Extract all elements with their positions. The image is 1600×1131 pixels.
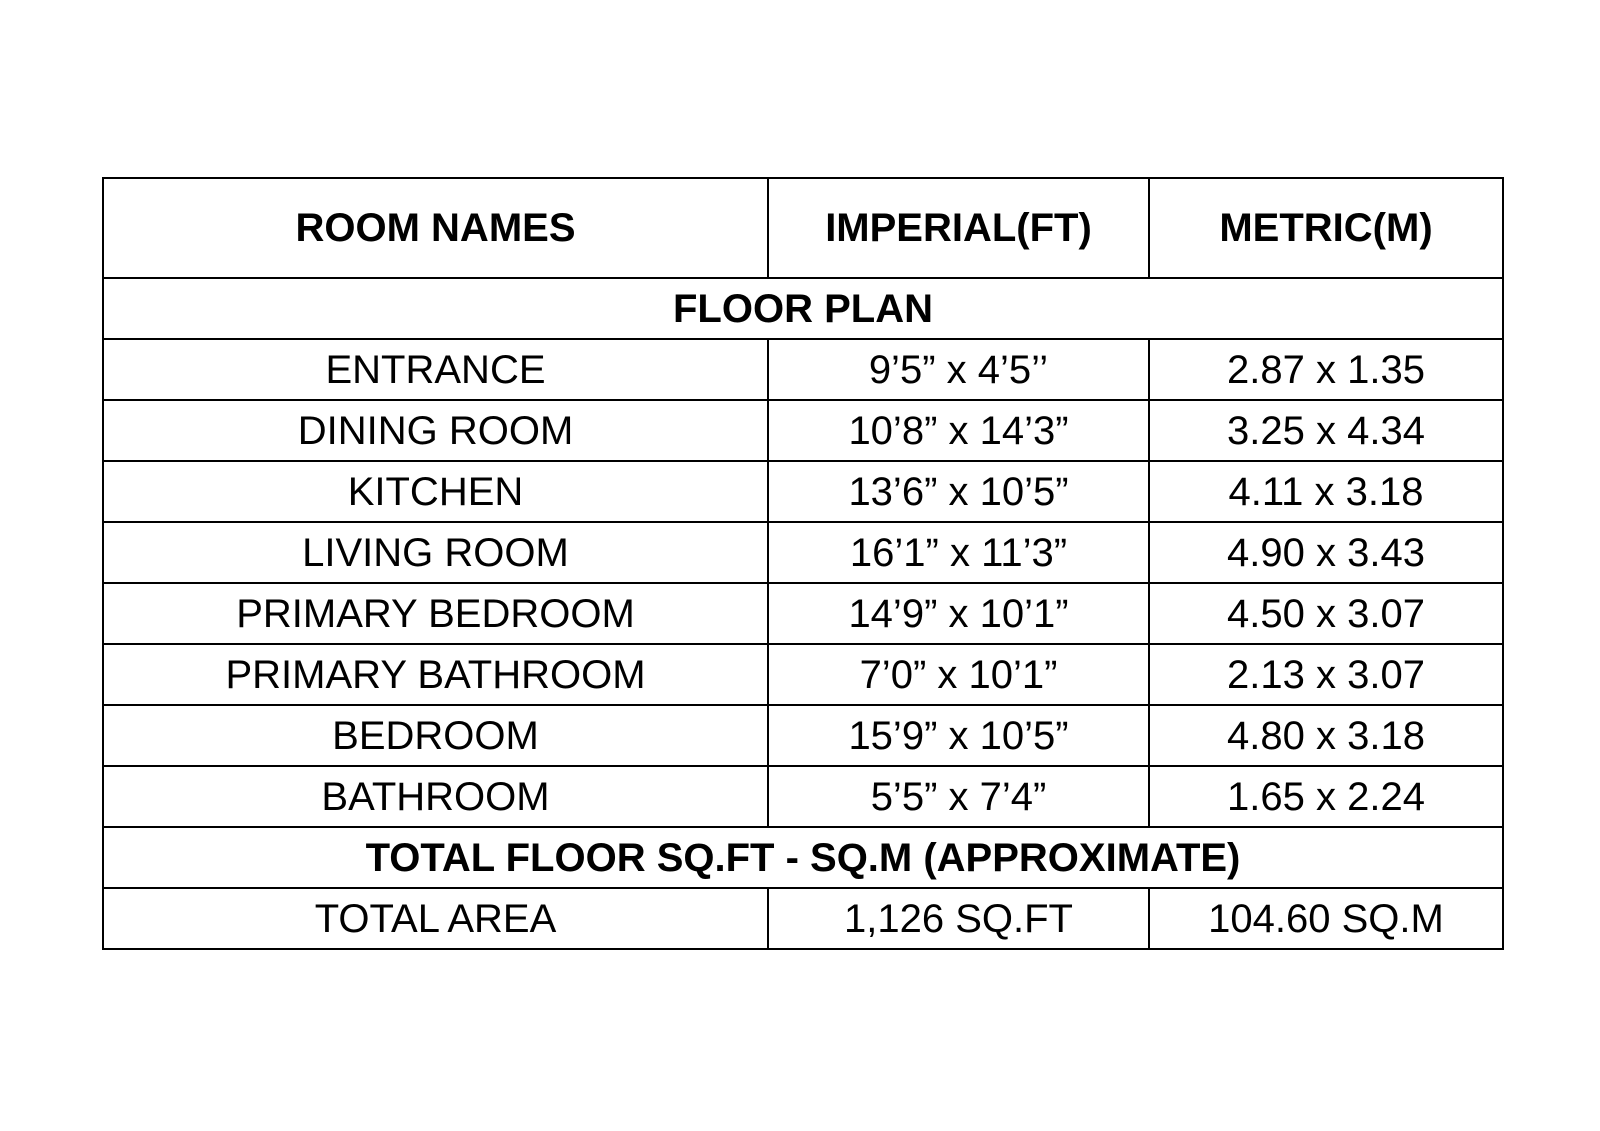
room-name-cell: BEDROOM <box>103 705 768 766</box>
header-room-names: ROOM NAMES <box>103 178 768 278</box>
total-area-metric: 104.60 SQ.M <box>1149 888 1503 949</box>
room-dimensions-table-container <box>102 177 1502 950</box>
imperial-cell: 9’5” x 4’5’’ <box>768 339 1149 400</box>
room-name-cell: PRIMARY BATHROOM <box>103 644 768 705</box>
metric-cell: 1.65 x 2.24 <box>1149 766 1503 827</box>
header-imperial: IMPERIAL(FT) <box>768 178 1149 278</box>
table-row <box>103 461 1503 522</box>
metric-cell: 2.13 x 3.07 <box>1149 644 1503 705</box>
header-row <box>103 178 1503 278</box>
header-metric: METRIC(M) <box>1149 178 1503 278</box>
room-name-cell: ENTRANCE <box>103 339 768 400</box>
metric-cell: 4.80 x 3.18 <box>1149 705 1503 766</box>
metric-cell: 4.50 x 3.07 <box>1149 583 1503 644</box>
room-name-cell: DINING ROOM <box>103 400 768 461</box>
total-area-label: TOTAL AREA <box>103 888 768 949</box>
total-area-imperial: 1,126 SQ.FT <box>768 888 1149 949</box>
room-dimensions-table <box>102 177 1504 950</box>
imperial-cell: 13’6” x 10’5” <box>768 461 1149 522</box>
table-row <box>103 400 1503 461</box>
section-row-floor-plan <box>103 278 1503 339</box>
imperial-cell: 7’0” x 10’1” <box>768 644 1149 705</box>
imperial-cell: 5’5” x 7’4” <box>768 766 1149 827</box>
table-row <box>103 705 1503 766</box>
room-name-cell: BATHROOM <box>103 766 768 827</box>
table-row <box>103 766 1503 827</box>
table-row <box>103 644 1503 705</box>
metric-cell: 4.90 x 3.43 <box>1149 522 1503 583</box>
imperial-cell: 15’9” x 10’5” <box>768 705 1149 766</box>
metric-cell: 2.87 x 1.35 <box>1149 339 1503 400</box>
room-name-cell: KITCHEN <box>103 461 768 522</box>
room-name-cell: PRIMARY BEDROOM <box>103 583 768 644</box>
imperial-cell: 10’8” x 14’3” <box>768 400 1149 461</box>
table-row <box>103 522 1503 583</box>
table-row <box>103 583 1503 644</box>
section-title-floor-plan: FLOOR PLAN <box>103 278 1503 339</box>
room-name-cell: LIVING ROOM <box>103 522 768 583</box>
section-row-total-floor <box>103 827 1503 888</box>
imperial-cell: 16’1” x 11’3” <box>768 522 1149 583</box>
section-title-total-floor: TOTAL FLOOR SQ.FT - SQ.M (APPROXIMATE) <box>103 827 1503 888</box>
imperial-cell: 14’9” x 10’1” <box>768 583 1149 644</box>
metric-cell: 4.11 x 3.18 <box>1149 461 1503 522</box>
metric-cell: 3.25 x 4.34 <box>1149 400 1503 461</box>
total-area-row <box>103 888 1503 949</box>
table-row <box>103 339 1503 400</box>
